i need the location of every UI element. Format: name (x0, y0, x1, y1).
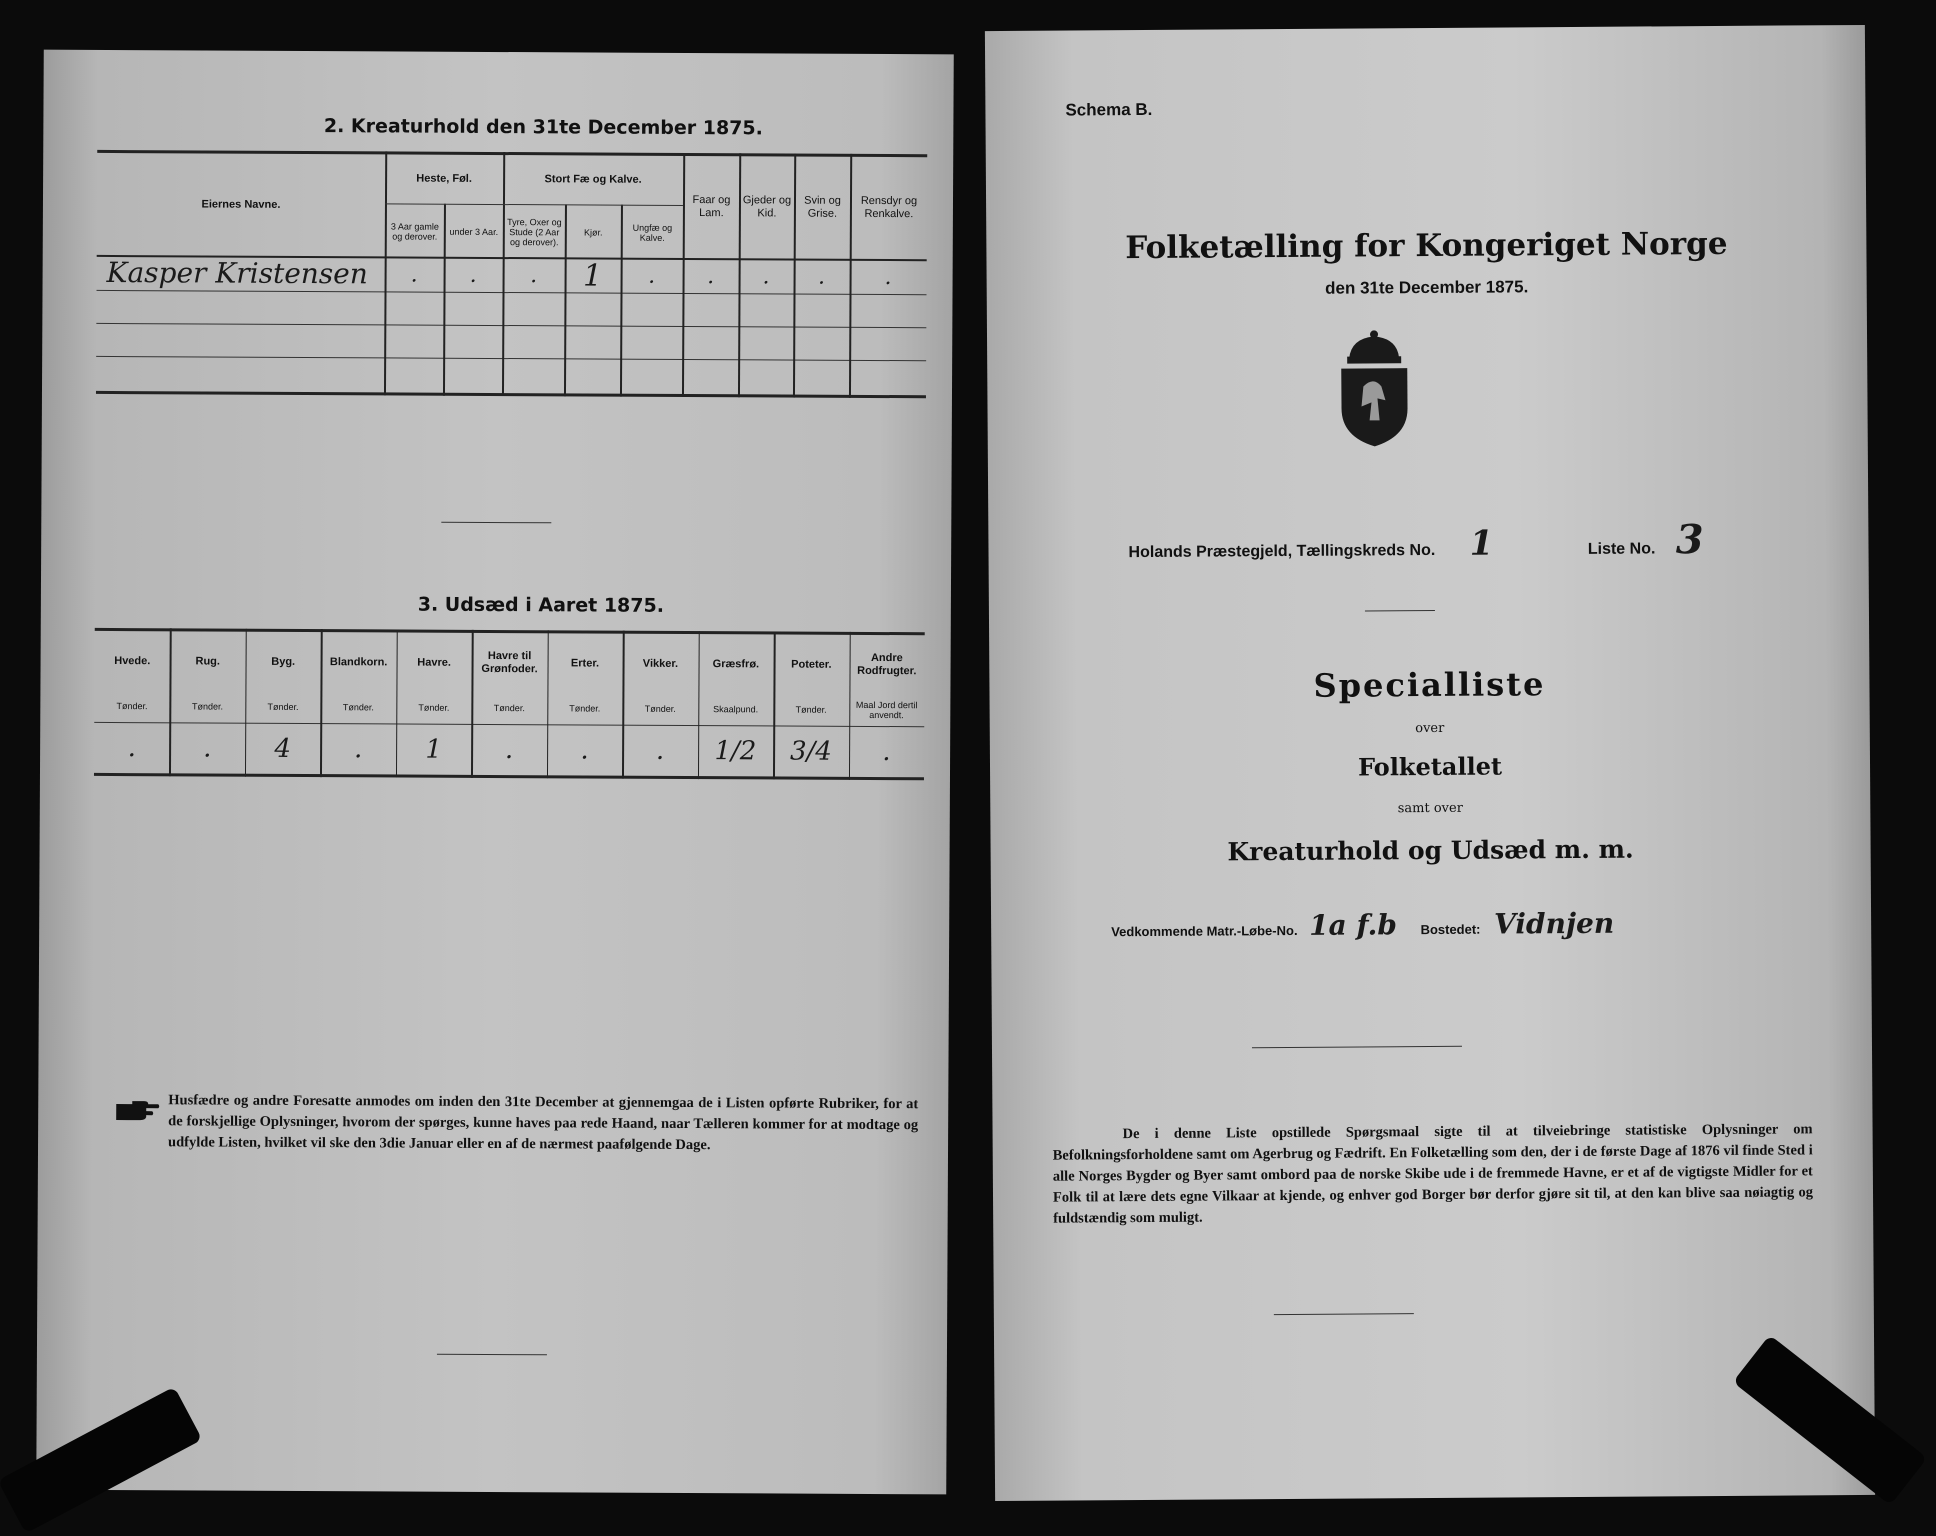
seed-col-unit: Tønder. (493, 702, 525, 714)
seed-col-unit: Skaalpund. (713, 704, 759, 715)
tellingskreds-value: 1 (1469, 523, 1494, 564)
livestock-value: . (530, 262, 538, 288)
livestock-value: . (469, 262, 477, 288)
instructions-paragraph: De i denne Liste opstillede Spørgsmaal sigte til at tilveiebringe statistiske Oplysninger om Befolkningsforholdene samt om Agerbrug og Fædrift. En Folketælling som den, der i de første Dage af 1876 vil finde Sted i alle Norges Bygder og Byer samt ombord paa de norske Skibe ude i de fremmede Havne, er et af de vigtigste Midler for et Folk til at lære dets egne Vilkaar at kjende, og enhver god Borger bør derfor gjøre sit til, at den kan blive saa nøiagtig og fuldstændig som muligt. (1052, 1121, 1814, 1227)
seed-col-unit: Maal Jord dertil anvendt. (855, 699, 918, 721)
seed-col-header: Andre Rodfrugter. (857, 651, 917, 678)
divider (1252, 1046, 1462, 1048)
liste-value: 3 (1675, 516, 1704, 564)
seed-col-unit: Tønder. (342, 702, 374, 713)
divider (1365, 610, 1435, 611)
horses-col-2: under 3 Aar. (449, 226, 499, 237)
right-page (985, 25, 1875, 1501)
reindeer-header: Rensdyr og Renkalve. (860, 194, 918, 221)
left-page (36, 50, 954, 1495)
cattle-col-1: Tyre, Oxer og Stude (2 Aar og derover). (507, 216, 562, 247)
bosted-label: Bostedet: (1420, 921, 1481, 938)
seed-col-header: Hvede. (114, 654, 151, 667)
sheep-header: Faar og Lam. (692, 194, 731, 220)
livestock-title: 2. Kreaturhold den 31te December 1875. (323, 115, 763, 140)
divider (437, 1354, 547, 1356)
table-row-rule (96, 356, 926, 361)
seed-value: . (353, 734, 363, 765)
table-row-rule (96, 323, 926, 328)
goats-header: Gjeder og Kid. (742, 194, 792, 220)
seed-col-header: Vikker. (642, 657, 679, 670)
seed-col-unit: Tønder. (116, 701, 148, 712)
cattle-col-2: Kjør. (584, 226, 603, 238)
seed-col-unit: Tønder. (418, 702, 450, 713)
matr-value: 1a f.b (1309, 908, 1397, 942)
notice-text: Husfædre og andre Foresatte anmodes om inden den 31te December at gjennemgaa de i Listen opførte Rubriker, for at de forskjellige Oplysninger, hvorom der spørges, kunne haves paa rede Haand, naar Tælleren kommer for at modtage og udfylde Listen, hvilket vil ske den 3die Januar eller en af de nærmest paafølgende Dage. (168, 1092, 919, 1154)
census-date: den 31te December 1875. (1325, 277, 1529, 298)
seed-columns (44, 50, 954, 55)
livestock-value: . (818, 264, 826, 290)
livestock-value: . (648, 263, 656, 289)
specialliste-heading: Specialliste (1313, 665, 1546, 705)
table-bottom-rule (96, 391, 926, 398)
livestock-value: . (762, 263, 770, 289)
seed-value: 1 (425, 734, 443, 765)
seed-value: . (655, 735, 665, 766)
divider (1274, 1313, 1414, 1315)
livestock-value: 1 (582, 257, 603, 294)
kreatur-heading: Kreaturhold og Udsæd m. m. (1227, 834, 1634, 867)
seed-value: . (882, 737, 891, 768)
schema-label: Schema B. (1065, 99, 1153, 120)
matr-line (1111, 905, 1871, 943)
seed-value: 1/2 (714, 736, 757, 767)
pointing-hand-icon (114, 1098, 160, 1122)
seed-col-header: Havre til Grønfoder. (481, 649, 538, 676)
livestock-value: . (410, 262, 418, 288)
livestock-value: . (707, 263, 715, 289)
owner-name: Kasper Kristensen (106, 255, 368, 291)
cattle-group-header: Stort Fæ og Kalve. (544, 173, 642, 186)
seed-col-header: Blandkorn. (329, 655, 388, 668)
seed-value: . (203, 733, 212, 764)
cattle-col-3: Ungfæ og Kalve. (632, 222, 673, 243)
horses-col-1: 3 Aar gamle og derover. (390, 220, 439, 242)
seed-col-header: Græsfrø. (712, 657, 760, 670)
seed-col-header: Erter. (570, 656, 600, 670)
bosted-value: Vidnjen (1493, 906, 1615, 941)
seed-value: . (127, 733, 137, 764)
coat-of-arms-icon (1329, 328, 1420, 449)
seed-value: . (504, 735, 514, 766)
livestock-value: . (884, 264, 892, 290)
seed-value: 4 (274, 733, 292, 764)
horses-group-header: Heste, Føl. (416, 172, 472, 185)
seed-col-header: Havre. (417, 656, 451, 669)
parish-label: Holands Præstegjeld, Tællingskreds No. (1128, 541, 1436, 562)
liste-label: Liste No. (1587, 540, 1656, 558)
seed-col-unit: Tønder. (795, 704, 827, 715)
seed-col-unit: Tønder. (267, 701, 299, 712)
divider (441, 522, 551, 524)
seed-col-unit: Tønder. (644, 703, 676, 714)
seed-col-unit: Tønder. (191, 701, 224, 712)
over-label: over (1415, 720, 1445, 737)
seed-col-header: Rug. (195, 654, 221, 668)
pigs-header: Svin og Grise. (804, 194, 841, 220)
seed-col-unit: Tønder. (569, 703, 601, 714)
seed-value: 3/4 (789, 736, 832, 767)
samt-over-label: samt over (1397, 800, 1463, 817)
seed-col-header: Poteter. (791, 658, 832, 671)
parish-line (1128, 515, 1868, 567)
owner-header: Eiernes Navne. (201, 197, 281, 211)
seed-col-header: Byg. (271, 655, 296, 668)
census-title: Folketælling for Kongeriget Norge (1125, 225, 1728, 267)
seed-title: 3. Udsæd i Aaret 1875. (417, 593, 665, 617)
seed-value: . (580, 735, 589, 766)
folketallet-heading: Folketallet (1357, 751, 1503, 782)
matr-label: Vedkommende Matr.-Løbe-No. (1111, 922, 1298, 940)
